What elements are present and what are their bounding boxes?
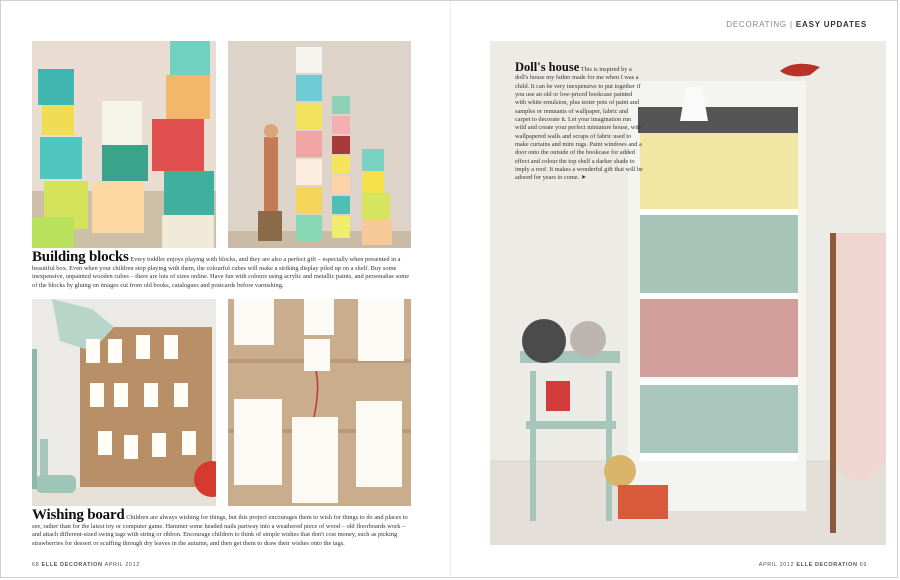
building-blocks-caption — [32, 249, 412, 290]
building-blocks-body: Every toddler enjoys playing with blocks, and they are also a perfect gift – especially when presented in a beautiful box. Even when your children stop playing with them, the colourful cubes will make a striking display piled up on a shelf. Buy some inexpensive, unpainted wooden cubes – there are lots of sizes online. Have fun with colours using acrylic and metallic paints, and personalise some of the blocks by gluing on images cut from old books, catalogues and postcards before varnishing. — [32, 256, 410, 289]
wishing-board-body: Children are always wishing for things, but this project encourages them to wish for things to do and places to see, rather than for the latest toy or computer game. Hammer some headed nails partway into a weathered piece of wood – old floorboards work – and attach different-sized swing tags with string or ribbon. Encourage children to think of simple wishes that don't cost money, such as picking strawberries for dessert or scuffing through dry leaves in the autumn, and then get them to draw their wishes onto the tags. — [32, 514, 408, 547]
footer-date-left: APRIL 2012 — [104, 562, 140, 568]
footer-page-number-right: 69 — [859, 562, 867, 568]
dolls-house-heading: Doll's house — [515, 60, 580, 74]
dolls-house-caption — [515, 60, 643, 183]
footer-magazine-right: ELLE DECORATION — [796, 562, 858, 568]
wishing-board-caption — [32, 507, 412, 548]
photo-wishing-board — [32, 299, 216, 506]
wishing-board-heading: Wishing board — [32, 507, 125, 523]
header-separator: | — [789, 20, 793, 29]
page-gutter — [450, 1, 451, 577]
section-name: DECORATING — [726, 20, 787, 29]
footer-magazine-left: ELLE DECORATION — [41, 562, 103, 568]
photo-block-towers — [228, 41, 411, 248]
footer-date-right: APRIL 2012 — [758, 562, 795, 568]
dolls-house-body: This is inspired by a doll's house my father made for me when I was a child. It can be very inexpensive to put together if you use an old or low-priced bookcase painted with white emulsion, plus tester pots of paint and samples or remnants of wallpaper, fabric and carpet to decorate it. Let your imagination run wild and create your perfect miniature house, with wallpapered walls and scraps of fabric used to make curtains and mini rugs. Paint windows and a door onto the outside of the bookcase for added effect and colour the top shelf a darker shade to imply a roof. It makes a wonderful gift that will be adored for years to come. ➤ — [515, 66, 643, 182]
building-blocks-heading: Building blocks — [32, 249, 129, 265]
footer-page-number-left: 68 — [32, 562, 40, 568]
footer-left — [32, 562, 140, 568]
section-header — [726, 20, 867, 29]
photo-swing-tags — [228, 299, 411, 506]
footer-right — [759, 562, 867, 568]
section-title: EASY UPDATES — [795, 20, 867, 29]
photo-painted-blocks — [32, 41, 216, 248]
